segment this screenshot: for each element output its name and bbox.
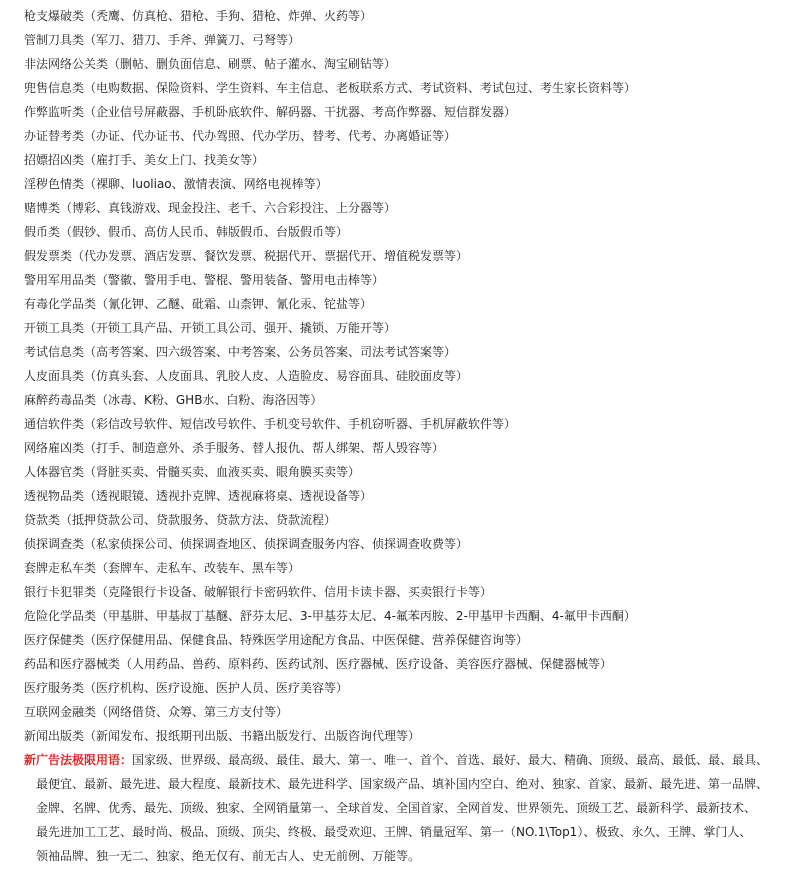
category-line-14: 开锁工具类（开锁工具产品、开锁工具公司、强开、撬锁、万能开等） — [24, 321, 397, 335]
category-line-4: 兜售信息类（电购数据、保险资料、学生资料、车主信息、老板联系方式、考试资料、考试包过、考生家长资料等） — [24, 81, 637, 95]
ad-law-notice — [24, 748, 776, 868]
category-line-23: 侦探调查类（私家侦探公司、侦探调查地区、侦探调查服务内容、侦探调查收费等） — [24, 537, 469, 551]
category-line-9: 赌博类（博彩、真钱游戏、现金投注、老千、六合彩投注、上分器等） — [24, 201, 397, 215]
category-line-7: 招嫖招凶类（雇打手、美女上门、找美女等） — [24, 153, 265, 167]
ad-notice-line-4: 最先进加工工艺、最时尚、极品、顶级、顶尖、终极、最受欢迎、王牌、销量冠军、第一（NO.1\Top1）、极致、永久、王牌、掌门人、 — [36, 825, 752, 839]
category-line-8: 淫秽色情类（裸聊、luoliao、激情表演、网络电视棒等） — [24, 177, 328, 191]
category-line-25: 银行卡犯罪类（克隆银行卡设备、破解银行卡密码软件、信用卡读卡器、买卖银行卡等） — [24, 585, 493, 599]
ad-notice-label: 新广告法极限用语： — [24, 753, 133, 767]
category-line-10: 假币类（假钞、假币、高仿人民币、韩版假币、台版假币等） — [24, 225, 349, 239]
ad-notice-line-5: 领袖品牌、独一无二、独家、绝无仅有、前无古人、史无前例、万能等。 — [36, 849, 421, 863]
category-line-20: 人体器官类（肾脏买卖、骨髓买卖、血液买卖、眼角膜买卖等） — [24, 465, 361, 479]
category-line-3: 非法网络公关类（删帖、删负面信息、刷票、帖子灌水、淘宝刷钻等） — [24, 57, 397, 71]
category-line-5: 作弊监听类（企业信号屏蔽器、手机卧底软件、解码器、干扰器、考高作弊器、短信群发器） — [24, 105, 517, 119]
category-line-28: 药品和医疗器械类（人用药品、兽药、原料药、医药试剂、医疗器械、医疗设备、美容医疗器械、保健器械等） — [24, 657, 613, 671]
category-line-1: 枪支爆破类（秃鹰、仿真枪、猎枪、手狗、猎枪、炸弹、火药等） — [24, 9, 373, 23]
category-line-6: 办证替考类（办证、代办证书、代办驾照、代办学历、替考、代考、办离婚证等） — [24, 129, 457, 143]
category-line-22: 贷款类（抵押贷款公司、贷款服务、贷款方法、贷款流程） — [24, 513, 337, 527]
category-line-15: 考试信息类（高考答案、四六级答案、中考答案、公务员答案、司法考试答案等） — [24, 345, 457, 359]
category-line-27: 医疗保健类（医疗保健用品、保健食品、特殊医学用途配方食品、中医保健、营养保健咨询等） — [24, 633, 529, 647]
category-line-2: 管制刀具类（军刀、猎刀、手斧、弹簧刀、弓弩等） — [24, 33, 301, 47]
category-line-26: 危险化学品类（甲基肼、甲基叔丁基醚、舒芬太尼、3-甲基芬太尼、4-氟苯丙胺、2-甲基甲卡西酮、4-氟甲卡西酮） — [24, 609, 636, 623]
ad-notice-line-3: 金牌、名牌、优秀、最先、顶级、独家、全网销量第一、全球首发、全国首家、全网首发、世界领先、顶级工艺、最新科学、最新技术、 — [36, 801, 757, 815]
category-line-17: 麻醉药毒品类（冰毒、K粉、GHB水、白粉、海洛因等） — [24, 393, 323, 407]
category-line-30: 互联网金融类（网络借贷、众筹、第三方支付等） — [24, 705, 289, 719]
category-line-12: 警用军用品类（警徽、警用手电、警棍、警用装备、警用电击棒等） — [24, 273, 385, 287]
category-line-16: 人皮面具类（仿真头套、人皮面具、乳胶人皮、人造脸皮、易容面具、硅胶面皮等） — [24, 369, 469, 383]
ad-notice-line-1 — [24, 748, 776, 772]
category-line-31: 新闻出版类（新闻发布、报纸期刊出版、书籍出版发行、出版咨询代理等） — [24, 729, 421, 743]
category-line-21: 透视物品类（透视眼镜、透视扑克牌、透视麻将桌、透视设备等） — [24, 489, 373, 503]
category-line-11: 假发票类（代办发票、酒店发票、餐饮发票、税据代开、票据代开、增值税发票等） — [24, 249, 469, 263]
ad-notice-text-1: 国家级、世界级、最高级、最佳、最大、第一、唯一、首个、首选、最好、最大、精确、顶级、最高、最低、最、最具、 — [132, 753, 769, 767]
category-line-18: 通信软件类（彩信改号软件、短信改号软件、手机变号软件、手机窃听器、手机屏蔽软件等） — [24, 417, 517, 431]
category-line-24: 套牌走私车类（套牌车、走私车、改装车、黑车等） — [24, 561, 301, 575]
category-line-29: 医疗服务类（医疗机构、医疗设施、医护人员、医疗美容等） — [24, 681, 349, 695]
category-line-13: 有毒化学品类（氰化钾、乙醚、砒霜、山柰钾、氰化汞、铊盐等） — [24, 297, 373, 311]
ad-notice-line-2: 最便宜、最新、最先进、最大程度、最新技术、最先进科学、国家级产品、填补国内空白、绝对、独家、首家、最新、最先进、第一品牌、 — [36, 777, 769, 791]
category-line-19: 网络雇凶类（打手、制造意外、杀手服务、替人报仇、帮人绑架、帮人毁容等） — [24, 441, 445, 455]
